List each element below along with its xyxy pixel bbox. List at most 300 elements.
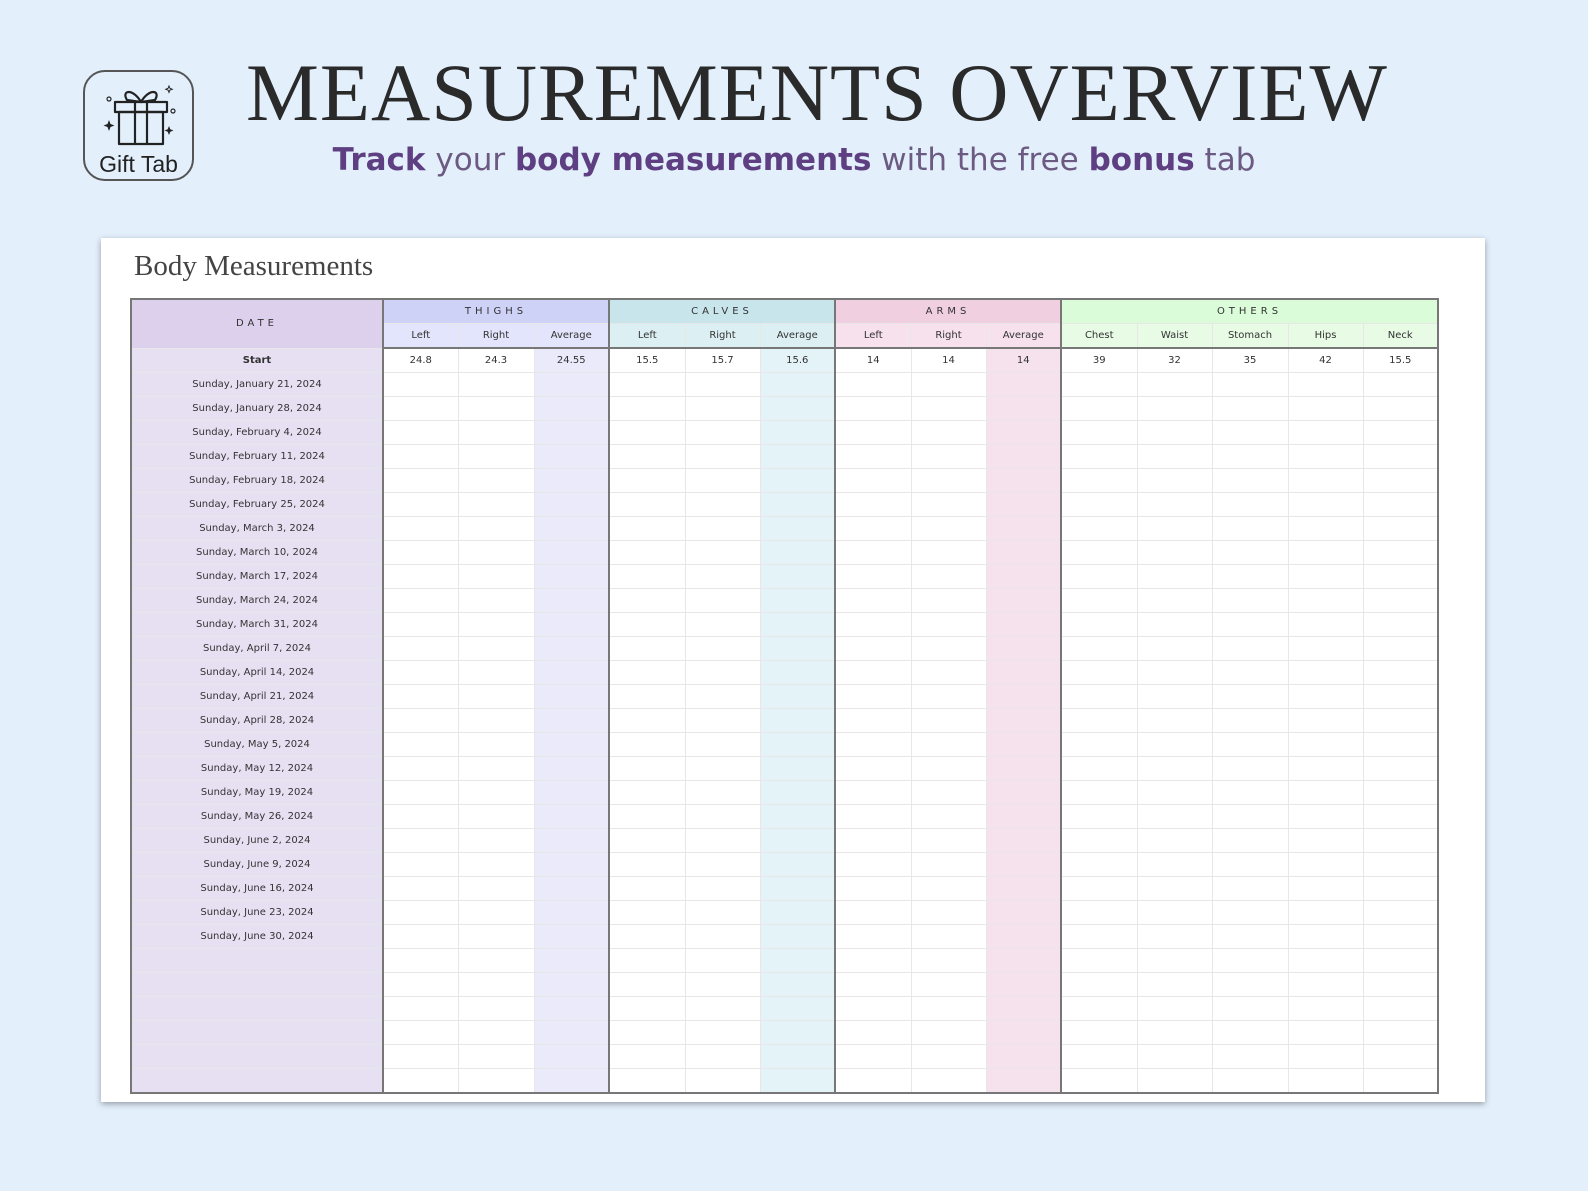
- value-cell[interactable]: 15.7: [685, 348, 760, 373]
- value-cell[interactable]: [1363, 493, 1438, 517]
- value-cell[interactable]: [383, 565, 458, 589]
- value-cell[interactable]: [685, 733, 760, 757]
- value-cell[interactable]: [1061, 373, 1137, 397]
- value-cell[interactable]: [1212, 829, 1288, 853]
- value-cell[interactable]: [760, 685, 835, 709]
- value-cell[interactable]: [685, 373, 760, 397]
- value-cell[interactable]: [986, 373, 1061, 397]
- value-cell[interactable]: [835, 1021, 911, 1045]
- value-cell[interactable]: [1212, 805, 1288, 829]
- value-cell[interactable]: [1061, 781, 1137, 805]
- value-cell[interactable]: [760, 565, 835, 589]
- value-cell[interactable]: [986, 1021, 1061, 1045]
- value-cell[interactable]: [911, 517, 986, 541]
- value-cell[interactable]: [685, 397, 760, 421]
- value-cell[interactable]: [458, 445, 534, 469]
- value-cell[interactable]: [534, 781, 609, 805]
- value-cell[interactable]: [534, 421, 609, 445]
- value-cell[interactable]: [986, 517, 1061, 541]
- value-cell[interactable]: [685, 421, 760, 445]
- value-cell[interactable]: [760, 661, 835, 685]
- value-cell[interactable]: [1288, 829, 1363, 853]
- value-cell[interactable]: [458, 757, 534, 781]
- value-cell[interactable]: [1288, 469, 1363, 493]
- value-cell[interactable]: [534, 829, 609, 853]
- value-cell[interactable]: [1363, 397, 1438, 421]
- value-cell[interactable]: [383, 589, 458, 613]
- value-cell[interactable]: [458, 517, 534, 541]
- value-cell[interactable]: [609, 397, 685, 421]
- value-cell[interactable]: [534, 517, 609, 541]
- value-cell[interactable]: [609, 613, 685, 637]
- value-cell[interactable]: [383, 757, 458, 781]
- value-cell[interactable]: [760, 637, 835, 661]
- value-cell[interactable]: [1137, 853, 1212, 877]
- value-cell[interactable]: [609, 1021, 685, 1045]
- value-cell[interactable]: [685, 1021, 760, 1045]
- value-cell[interactable]: [1061, 637, 1137, 661]
- value-cell[interactable]: [534, 493, 609, 517]
- value-cell[interactable]: [760, 901, 835, 925]
- value-cell[interactable]: [986, 853, 1061, 877]
- value-cell[interactable]: [1137, 781, 1212, 805]
- value-cell[interactable]: [609, 565, 685, 589]
- value-cell[interactable]: [685, 757, 760, 781]
- value-cell[interactable]: [986, 997, 1061, 1021]
- value-cell[interactable]: [609, 1069, 685, 1094]
- value-cell[interactable]: [760, 613, 835, 637]
- value-cell[interactable]: [1212, 397, 1288, 421]
- value-cell[interactable]: [1363, 949, 1438, 973]
- value-cell[interactable]: [534, 877, 609, 901]
- value-cell[interactable]: [911, 877, 986, 901]
- value-cell[interactable]: [685, 661, 760, 685]
- value-cell[interactable]: [986, 973, 1061, 997]
- value-cell[interactable]: [1061, 877, 1137, 901]
- value-cell[interactable]: [1288, 733, 1363, 757]
- value-cell[interactable]: [911, 757, 986, 781]
- value-cell[interactable]: [986, 781, 1061, 805]
- value-cell[interactable]: [835, 541, 911, 565]
- value-cell[interactable]: [1363, 781, 1438, 805]
- value-cell[interactable]: [911, 685, 986, 709]
- value-cell[interactable]: [1137, 445, 1212, 469]
- value-cell[interactable]: [383, 445, 458, 469]
- value-cell[interactable]: [986, 421, 1061, 445]
- value-cell[interactable]: [911, 421, 986, 445]
- value-cell[interactable]: [911, 541, 986, 565]
- value-cell[interactable]: [1061, 661, 1137, 685]
- value-cell[interactable]: [1061, 685, 1137, 709]
- value-cell[interactable]: [1288, 709, 1363, 733]
- value-cell[interactable]: [383, 805, 458, 829]
- value-cell[interactable]: [760, 493, 835, 517]
- value-cell[interactable]: [911, 397, 986, 421]
- value-cell[interactable]: [835, 637, 911, 661]
- value-cell[interactable]: [383, 733, 458, 757]
- value-cell[interactable]: [1212, 517, 1288, 541]
- value-cell[interactable]: [1363, 661, 1438, 685]
- value-cell[interactable]: [685, 877, 760, 901]
- value-cell[interactable]: [986, 661, 1061, 685]
- value-cell[interactable]: [986, 1069, 1061, 1094]
- value-cell[interactable]: [1288, 853, 1363, 877]
- value-cell[interactable]: [383, 421, 458, 445]
- value-cell[interactable]: [835, 421, 911, 445]
- value-cell[interactable]: [458, 901, 534, 925]
- value-cell[interactable]: [1212, 565, 1288, 589]
- value-cell[interactable]: [685, 973, 760, 997]
- value-cell[interactable]: [685, 541, 760, 565]
- value-cell[interactable]: 35: [1212, 348, 1288, 373]
- value-cell[interactable]: [1288, 997, 1363, 1021]
- value-cell[interactable]: [1061, 613, 1137, 637]
- value-cell[interactable]: [534, 901, 609, 925]
- value-cell[interactable]: [534, 709, 609, 733]
- value-cell[interactable]: [383, 973, 458, 997]
- value-cell[interactable]: [835, 901, 911, 925]
- value-cell[interactable]: [1288, 757, 1363, 781]
- value-cell[interactable]: [1288, 637, 1363, 661]
- value-cell[interactable]: [911, 373, 986, 397]
- value-cell[interactable]: [911, 853, 986, 877]
- value-cell[interactable]: [760, 589, 835, 613]
- value-cell[interactable]: [383, 517, 458, 541]
- value-cell[interactable]: [1288, 973, 1363, 997]
- value-cell[interactable]: [835, 469, 911, 493]
- value-cell[interactable]: [835, 973, 911, 997]
- value-cell[interactable]: [760, 517, 835, 541]
- value-cell[interactable]: [1212, 661, 1288, 685]
- value-cell[interactable]: [1137, 877, 1212, 901]
- value-cell[interactable]: [685, 853, 760, 877]
- value-cell[interactable]: [609, 517, 685, 541]
- value-cell[interactable]: [1137, 589, 1212, 613]
- value-cell[interactable]: [1212, 1045, 1288, 1069]
- value-cell[interactable]: [534, 661, 609, 685]
- value-cell[interactable]: [1061, 397, 1137, 421]
- value-cell[interactable]: [760, 757, 835, 781]
- value-cell[interactable]: [1137, 733, 1212, 757]
- value-cell[interactable]: [458, 709, 534, 733]
- value-cell[interactable]: [760, 397, 835, 421]
- value-cell[interactable]: [1288, 661, 1363, 685]
- value-cell[interactable]: [1061, 1069, 1137, 1094]
- value-cell[interactable]: [1212, 541, 1288, 565]
- value-cell[interactable]: [1137, 613, 1212, 637]
- value-cell[interactable]: [383, 373, 458, 397]
- value-cell[interactable]: [1363, 421, 1438, 445]
- value-cell[interactable]: [986, 397, 1061, 421]
- value-cell[interactable]: [1288, 1021, 1363, 1045]
- value-cell[interactable]: [835, 661, 911, 685]
- value-cell[interactable]: [609, 781, 685, 805]
- value-cell[interactable]: [458, 805, 534, 829]
- value-cell[interactable]: [1137, 565, 1212, 589]
- value-cell[interactable]: [458, 1045, 534, 1069]
- value-cell[interactable]: [1061, 565, 1137, 589]
- value-cell[interactable]: [1061, 925, 1137, 949]
- value-cell[interactable]: [534, 637, 609, 661]
- value-cell[interactable]: [1288, 565, 1363, 589]
- value-cell[interactable]: [1288, 397, 1363, 421]
- value-cell[interactable]: [1363, 589, 1438, 613]
- value-cell[interactable]: [1212, 589, 1288, 613]
- value-cell[interactable]: [1137, 829, 1212, 853]
- value-cell[interactable]: [383, 685, 458, 709]
- value-cell[interactable]: [1288, 781, 1363, 805]
- value-cell[interactable]: [1363, 541, 1438, 565]
- value-cell[interactable]: [835, 589, 911, 613]
- value-cell[interactable]: [911, 469, 986, 493]
- value-cell[interactable]: [685, 901, 760, 925]
- value-cell[interactable]: 42: [1288, 348, 1363, 373]
- value-cell[interactable]: [1137, 637, 1212, 661]
- value-cell[interactable]: [986, 709, 1061, 733]
- value-cell[interactable]: [458, 925, 534, 949]
- value-cell[interactable]: [760, 541, 835, 565]
- value-cell[interactable]: [1137, 1069, 1212, 1094]
- value-cell[interactable]: [1288, 949, 1363, 973]
- value-cell[interactable]: [1363, 973, 1438, 997]
- value-cell[interactable]: 15.6: [760, 348, 835, 373]
- value-cell[interactable]: [685, 805, 760, 829]
- value-cell[interactable]: [685, 997, 760, 1021]
- value-cell[interactable]: [1137, 685, 1212, 709]
- value-cell[interactable]: [1288, 373, 1363, 397]
- value-cell[interactable]: [911, 613, 986, 637]
- value-cell[interactable]: [458, 397, 534, 421]
- value-cell[interactable]: [1288, 685, 1363, 709]
- value-cell[interactable]: [911, 997, 986, 1021]
- value-cell[interactable]: [1363, 925, 1438, 949]
- value-cell[interactable]: [383, 613, 458, 637]
- value-cell[interactable]: [534, 925, 609, 949]
- value-cell[interactable]: [1137, 973, 1212, 997]
- value-cell[interactable]: [1212, 373, 1288, 397]
- value-cell[interactable]: [458, 1021, 534, 1045]
- value-cell[interactable]: [1288, 1069, 1363, 1094]
- value-cell[interactable]: [835, 613, 911, 637]
- value-cell[interactable]: [986, 541, 1061, 565]
- value-cell[interactable]: [1061, 853, 1137, 877]
- value-cell[interactable]: [685, 493, 760, 517]
- value-cell[interactable]: [685, 709, 760, 733]
- value-cell[interactable]: [609, 901, 685, 925]
- value-cell[interactable]: [911, 829, 986, 853]
- value-cell[interactable]: [1288, 805, 1363, 829]
- value-cell[interactable]: [835, 733, 911, 757]
- value-cell[interactable]: [1137, 925, 1212, 949]
- value-cell[interactable]: 24.3: [458, 348, 534, 373]
- value-cell[interactable]: [835, 397, 911, 421]
- value-cell[interactable]: [1212, 1069, 1288, 1094]
- value-cell[interactable]: [458, 997, 534, 1021]
- value-cell[interactable]: [1363, 877, 1438, 901]
- value-cell[interactable]: [1137, 1021, 1212, 1045]
- value-cell[interactable]: [534, 613, 609, 637]
- value-cell[interactable]: [1061, 901, 1137, 925]
- value-cell[interactable]: [760, 877, 835, 901]
- value-cell[interactable]: [383, 1069, 458, 1094]
- value-cell[interactable]: [383, 877, 458, 901]
- value-cell[interactable]: [1061, 949, 1137, 973]
- value-cell[interactable]: [685, 445, 760, 469]
- value-cell[interactable]: [835, 685, 911, 709]
- value-cell[interactable]: [1061, 469, 1137, 493]
- value-cell[interactable]: [911, 781, 986, 805]
- value-cell[interactable]: [609, 493, 685, 517]
- value-cell[interactable]: [685, 469, 760, 493]
- value-cell[interactable]: [1061, 829, 1137, 853]
- value-cell[interactable]: [835, 373, 911, 397]
- value-cell[interactable]: [609, 637, 685, 661]
- value-cell[interactable]: [986, 685, 1061, 709]
- value-cell[interactable]: [609, 973, 685, 997]
- value-cell[interactable]: [835, 757, 911, 781]
- value-cell[interactable]: [760, 1069, 835, 1094]
- value-cell[interactable]: [383, 469, 458, 493]
- value-cell[interactable]: [986, 565, 1061, 589]
- value-cell[interactable]: [458, 877, 534, 901]
- value-cell[interactable]: [609, 541, 685, 565]
- value-cell[interactable]: [1212, 997, 1288, 1021]
- value-cell[interactable]: [986, 949, 1061, 973]
- value-cell[interactable]: [986, 757, 1061, 781]
- value-cell[interactable]: [685, 925, 760, 949]
- value-cell[interactable]: [986, 637, 1061, 661]
- value-cell[interactable]: [760, 925, 835, 949]
- value-cell[interactable]: [835, 853, 911, 877]
- value-cell[interactable]: [534, 589, 609, 613]
- value-cell[interactable]: [609, 925, 685, 949]
- value-cell[interactable]: [458, 973, 534, 997]
- value-cell[interactable]: [458, 421, 534, 445]
- value-cell[interactable]: [1288, 517, 1363, 541]
- value-cell[interactable]: [1363, 709, 1438, 733]
- value-cell[interactable]: [835, 925, 911, 949]
- value-cell[interactable]: [1288, 541, 1363, 565]
- value-cell[interactable]: [1061, 1045, 1137, 1069]
- value-cell[interactable]: [1212, 781, 1288, 805]
- value-cell[interactable]: [986, 805, 1061, 829]
- value-cell[interactable]: [383, 541, 458, 565]
- value-cell[interactable]: [685, 589, 760, 613]
- value-cell[interactable]: [1061, 709, 1137, 733]
- value-cell[interactable]: [458, 853, 534, 877]
- value-cell[interactable]: [986, 589, 1061, 613]
- value-cell[interactable]: [609, 421, 685, 445]
- value-cell[interactable]: [1363, 1021, 1438, 1045]
- value-cell[interactable]: [1363, 685, 1438, 709]
- value-cell[interactable]: [609, 757, 685, 781]
- value-cell[interactable]: [534, 973, 609, 997]
- value-cell[interactable]: [383, 925, 458, 949]
- value-cell[interactable]: [911, 1069, 986, 1094]
- value-cell[interactable]: [760, 445, 835, 469]
- value-cell[interactable]: [1363, 901, 1438, 925]
- value-cell[interactable]: [685, 637, 760, 661]
- value-cell[interactable]: [986, 829, 1061, 853]
- value-cell[interactable]: [1137, 517, 1212, 541]
- value-cell[interactable]: [458, 781, 534, 805]
- value-cell[interactable]: [911, 973, 986, 997]
- value-cell[interactable]: [1363, 733, 1438, 757]
- value-cell[interactable]: [609, 877, 685, 901]
- value-cell[interactable]: [383, 781, 458, 805]
- value-cell[interactable]: [1288, 613, 1363, 637]
- value-cell[interactable]: [1363, 853, 1438, 877]
- value-cell[interactable]: [1212, 733, 1288, 757]
- value-cell[interactable]: [835, 445, 911, 469]
- value-cell[interactable]: [911, 637, 986, 661]
- value-cell[interactable]: [458, 1069, 534, 1094]
- value-cell[interactable]: [760, 709, 835, 733]
- value-cell[interactable]: [1363, 613, 1438, 637]
- value-cell[interactable]: [835, 805, 911, 829]
- value-cell[interactable]: [760, 973, 835, 997]
- value-cell[interactable]: [609, 589, 685, 613]
- value-cell[interactable]: [1212, 973, 1288, 997]
- value-cell[interactable]: [1212, 949, 1288, 973]
- value-cell[interactable]: [1137, 397, 1212, 421]
- value-cell[interactable]: [835, 1045, 911, 1069]
- value-cell[interactable]: [760, 853, 835, 877]
- value-cell[interactable]: [458, 733, 534, 757]
- value-cell[interactable]: [458, 565, 534, 589]
- value-cell[interactable]: [760, 421, 835, 445]
- value-cell[interactable]: [1212, 853, 1288, 877]
- value-cell[interactable]: [760, 997, 835, 1021]
- value-cell[interactable]: 39: [1061, 348, 1137, 373]
- value-cell[interactable]: [685, 685, 760, 709]
- value-cell[interactable]: [1363, 373, 1438, 397]
- value-cell[interactable]: [1212, 421, 1288, 445]
- value-cell[interactable]: [1137, 997, 1212, 1021]
- value-cell[interactable]: [1363, 1069, 1438, 1094]
- value-cell[interactable]: [458, 661, 534, 685]
- value-cell[interactable]: [534, 469, 609, 493]
- value-cell[interactable]: [1363, 997, 1438, 1021]
- value-cell[interactable]: [1212, 757, 1288, 781]
- value-cell[interactable]: [1137, 949, 1212, 973]
- value-cell[interactable]: [1061, 421, 1137, 445]
- value-cell[interactable]: [1288, 925, 1363, 949]
- value-cell[interactable]: [685, 1069, 760, 1094]
- value-cell[interactable]: [911, 493, 986, 517]
- value-cell[interactable]: [911, 1021, 986, 1045]
- value-cell[interactable]: [1137, 493, 1212, 517]
- value-cell[interactable]: [685, 949, 760, 973]
- value-cell[interactable]: [760, 1045, 835, 1069]
- value-cell[interactable]: [534, 1069, 609, 1094]
- value-cell[interactable]: [986, 877, 1061, 901]
- value-cell[interactable]: [1212, 685, 1288, 709]
- value-cell[interactable]: [534, 1045, 609, 1069]
- value-cell[interactable]: [1061, 445, 1137, 469]
- value-cell[interactable]: [383, 709, 458, 733]
- value-cell[interactable]: [835, 781, 911, 805]
- value-cell[interactable]: [1061, 733, 1137, 757]
- value-cell[interactable]: [986, 925, 1061, 949]
- value-cell[interactable]: [1288, 877, 1363, 901]
- value-cell[interactable]: [609, 733, 685, 757]
- value-cell[interactable]: [383, 853, 458, 877]
- value-cell[interactable]: [685, 517, 760, 541]
- value-cell[interactable]: [458, 469, 534, 493]
- value-cell[interactable]: [911, 949, 986, 973]
- value-cell[interactable]: [458, 493, 534, 517]
